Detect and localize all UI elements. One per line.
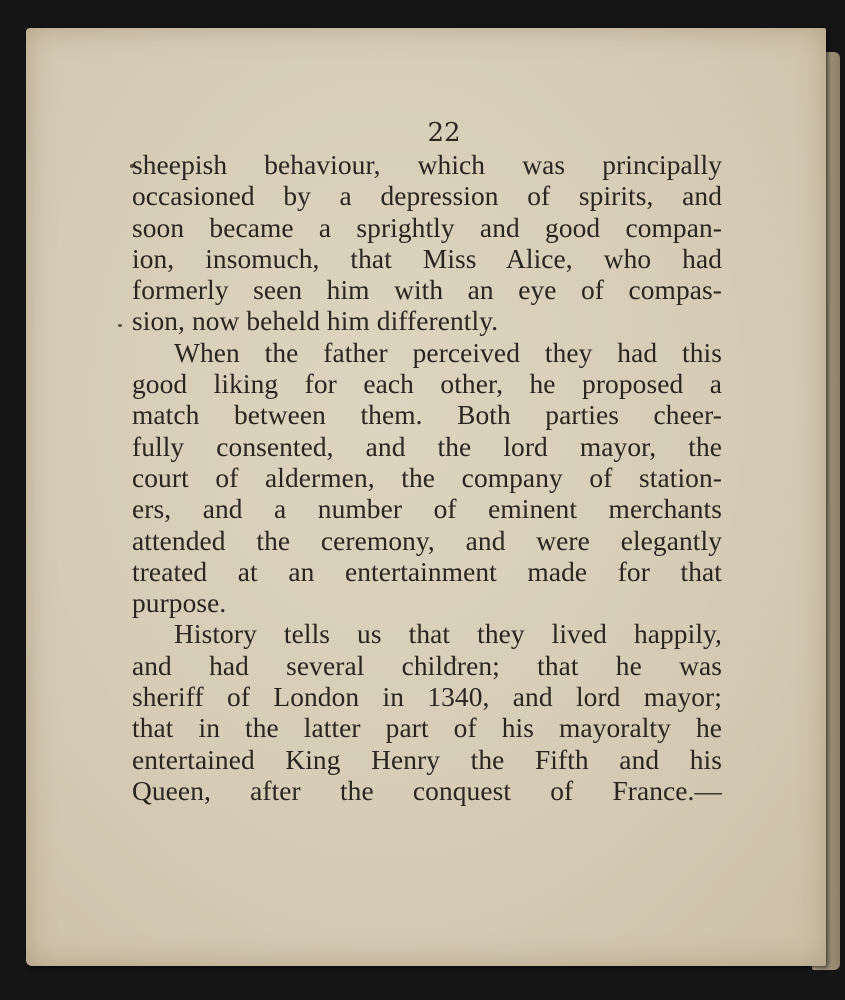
text-line: sheepish behaviour, which was principally — [132, 150, 722, 180]
text-line: good liking for each other, he proposed a — [132, 369, 722, 400]
text-line: purpose. — [132, 588, 227, 619]
text-line: treated at an entertainment made for that — [132, 556, 722, 587]
text-line: match between them. Both parties cheer- — [132, 400, 722, 431]
page-number: 22 — [427, 118, 461, 148]
text-line: formerly seen him with an eye of compas- — [132, 275, 722, 306]
text-line: and had several children; that he was — [132, 650, 722, 681]
text-line: sion, now beheld him differently. — [132, 306, 499, 337]
text-line: When the father perceived they had this — [174, 337, 722, 368]
paper-speck — [118, 324, 122, 327]
text-line: entertained King Henry the Fifth and his — [132, 744, 722, 775]
text-line: fully consented, and the lord mayor, the — [132, 431, 722, 462]
body-text — [132, 150, 722, 807]
text-line: ers, and a number of eminent merchants — [132, 494, 722, 525]
text-line: occasioned by a depression of spirits, and — [132, 181, 722, 212]
text-line: court of aldermen, the company of station- — [132, 462, 722, 493]
text-line: attended the ceremony, and were elegantly — [132, 525, 722, 556]
text-line: sheriff of London in 1340, and lord mayor; — [132, 682, 722, 713]
text-line: History tells us that they lived happily, — [174, 619, 722, 650]
text-line: ion, insomuch, that Miss Alice, who had — [132, 243, 722, 274]
text-line: Queen, after the conquest of France.— — [132, 775, 722, 806]
text-line: soon became a sprightly and good compan- — [132, 212, 722, 243]
text-line: that in the latter part of his mayoralty he — [132, 713, 722, 744]
